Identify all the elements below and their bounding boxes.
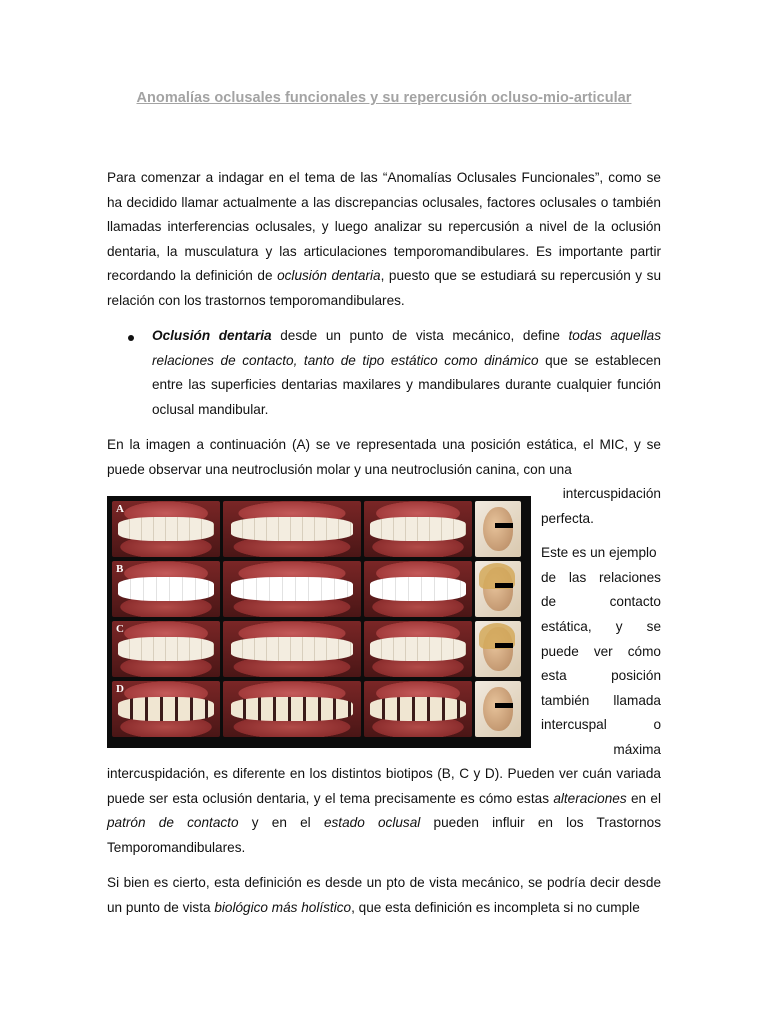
photo-d-left xyxy=(364,681,472,737)
intro-text-b: , puesto que se estudiará su repercusión y su relación con los trastornos temporomandibulares. xyxy=(107,268,662,308)
photo-label-b: B xyxy=(116,563,124,575)
profile-c xyxy=(475,621,521,677)
biotype-emphasis-2: patrón de contacto xyxy=(107,815,239,831)
intro-paragraph xyxy=(107,166,661,314)
photo-c-left xyxy=(364,621,472,677)
side-word: o xyxy=(653,717,661,733)
holistic-text-a: Si bien es cierto, esta definición es desde un pto de vista mecánico, se podría decir desde un punto de vista xyxy=(107,875,661,915)
bullet-emphasis: todas aquellas relaciones de contacto, tanto de tipo estático como dinámico xyxy=(152,328,661,368)
eye-mask xyxy=(495,643,513,648)
photo-a-front xyxy=(223,501,361,557)
photo-c-right xyxy=(112,621,220,677)
profile-b xyxy=(475,561,521,617)
bullet-text-a: desde un punto de vista mecánico, define xyxy=(271,328,569,343)
holistic-paragraph xyxy=(107,871,661,920)
biotype-text-b: en el xyxy=(626,790,661,806)
eye-mask xyxy=(495,583,513,588)
side-word: ver xyxy=(593,643,613,659)
side-word: Este es un ejemplo xyxy=(541,545,657,561)
holistic-text-b: , que esta definición es incompleta si no cumple xyxy=(351,899,640,915)
eye-mask xyxy=(495,523,513,528)
side-line xyxy=(541,566,661,591)
bullet-icon xyxy=(128,335,134,341)
side-word: también xyxy=(541,692,590,708)
photo-a-left xyxy=(364,501,472,557)
side-word: puede xyxy=(541,643,579,659)
profile-d xyxy=(475,681,521,737)
wrapped-side-text xyxy=(541,482,661,763)
side-line xyxy=(541,640,661,665)
biotype-text-c: y en el xyxy=(238,815,324,831)
side-line xyxy=(541,507,661,532)
side-word: de xyxy=(541,594,557,610)
side-line xyxy=(541,713,661,738)
photo-d-right xyxy=(112,681,220,737)
side-word: posición xyxy=(611,668,661,684)
side-word: relaciones xyxy=(599,569,661,585)
side-word: y xyxy=(615,618,623,634)
photo-label-a: A xyxy=(116,503,124,515)
side-word: cómo xyxy=(627,643,661,659)
side-line xyxy=(541,615,661,640)
side-word: estática, xyxy=(541,618,592,634)
side-word: perfecta. xyxy=(541,510,594,526)
side-word: llamada xyxy=(613,692,661,708)
intro-emphasis: oclusión dentaria xyxy=(277,268,381,284)
photo-d-front xyxy=(223,681,361,737)
side-line xyxy=(541,541,661,566)
bullet-term: Oclusión dentaria xyxy=(152,328,272,343)
eye-mask xyxy=(495,703,513,708)
holistic-emphasis: biológico más holístico xyxy=(214,899,352,915)
intro-text-a: Para comenzar a indagar en el tema de las “Anomalías Oclusales Funcionales”, como se ha decidido llamar actualmente a las discrepancias oclusales, factores oclusales o también llamadas interferencias oclusales, y luego analizar su repercusión a nivel de la oclusión dentaria, la musculatura y las articulaciones temporomandibulares. Es importante partir recordando la definición de xyxy=(107,170,661,284)
side-line xyxy=(541,590,661,615)
definition-bullet xyxy=(107,324,661,422)
side-word: de xyxy=(541,569,557,585)
photo-b-right xyxy=(112,561,220,617)
side-word: máxima xyxy=(613,741,661,757)
occlusion-photo-grid xyxy=(107,496,531,748)
side-word: intercuspidación xyxy=(562,486,661,501)
biotype-text-a: intercuspidación, es diferente en los distintos biotipos (B, C y D). Pueden ver cuán variada puede ser esta oclusión dentaria, y el tema precisamente es cómo estas xyxy=(107,766,661,806)
side-word: intercuspal xyxy=(541,717,607,733)
biotype-text-d: pueden influir en los Trastornos Temporomandibulares. xyxy=(107,815,662,855)
bullet-text-b: que se establecen entre las superficies dentarias maxilares y mandibulares durante cualquier función oclusal mandibular. xyxy=(152,352,661,417)
biotype-emphasis-1: alteraciones xyxy=(553,790,627,806)
biotype-paragraph xyxy=(107,762,661,860)
side-line xyxy=(541,689,661,714)
side-line xyxy=(541,482,661,507)
side-word: esta xyxy=(541,668,567,684)
photo-label-c: C xyxy=(116,623,124,635)
biotype-emphasis-3: estado oclusal xyxy=(323,815,421,831)
side-line xyxy=(541,664,661,689)
photo-label-d: D xyxy=(116,683,124,695)
side-word: se xyxy=(646,618,661,634)
photo-b-left xyxy=(364,561,472,617)
side-word: las xyxy=(568,569,587,585)
photo-a-right xyxy=(112,501,220,557)
photo-c-front xyxy=(223,621,361,677)
side-line xyxy=(541,738,661,763)
photo-b-front xyxy=(223,561,361,617)
document-title: Anomalías oclusales funcionales y su repercusión ocluso-mio-articular xyxy=(136,90,632,106)
image-intro-paragraph: En la imagen a continuación (A) se ve representada una posición estática, el MIC, y se puede observar una neutroclusión molar y una neutroclusión canina, con una xyxy=(107,437,661,477)
profile-a xyxy=(475,501,521,557)
side-word: contacto xyxy=(609,594,661,610)
